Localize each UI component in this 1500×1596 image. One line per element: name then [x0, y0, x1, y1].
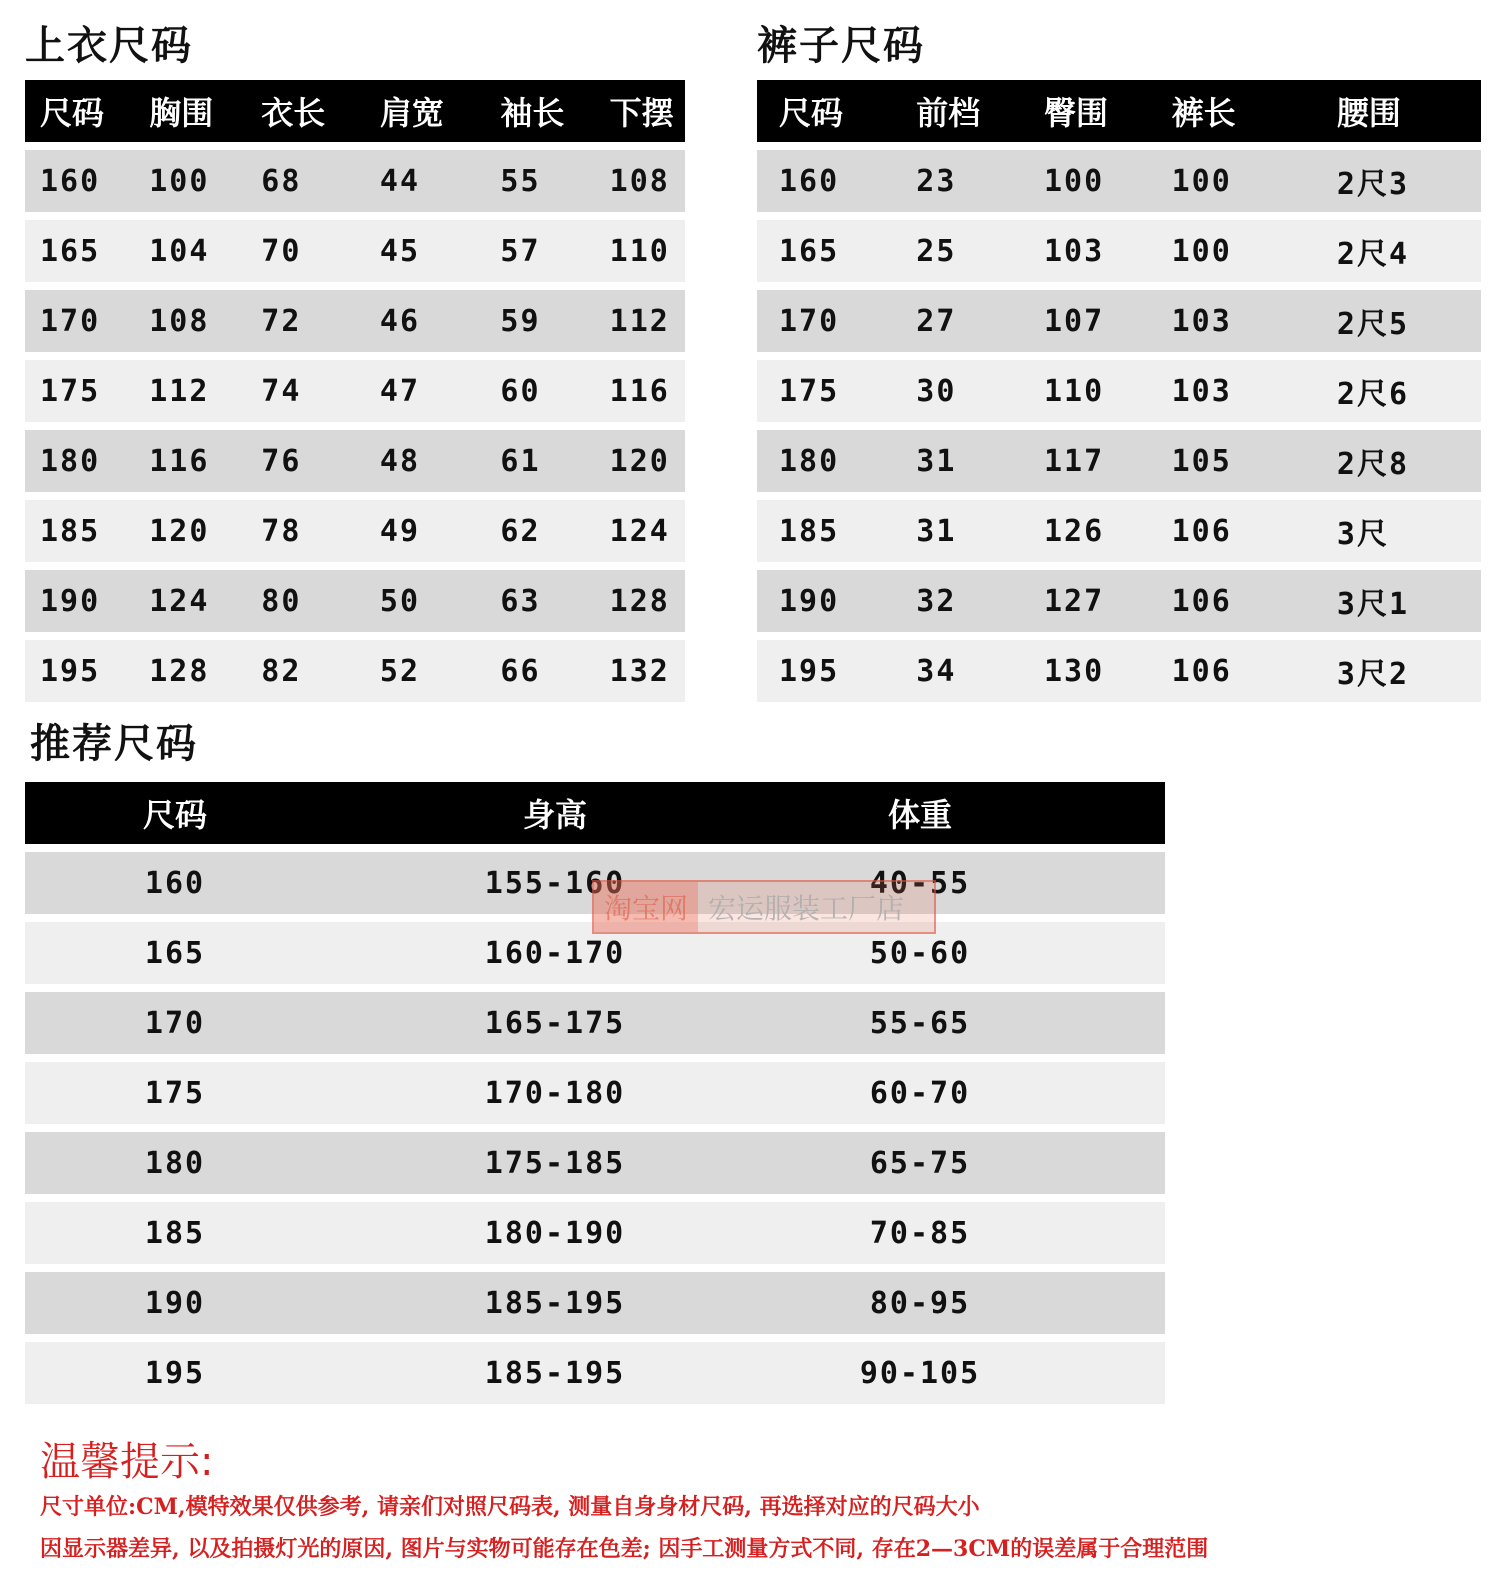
table-cell: 160-170: [484, 935, 626, 971]
table-cell: 185: [40, 513, 101, 549]
table-cell: 34: [916, 653, 957, 689]
table-cell: 185-195: [484, 1355, 626, 1391]
table-cell: 65-75: [869, 1145, 971, 1181]
table-cell: 165-175: [484, 1005, 626, 1041]
table-header: [25, 80, 685, 142]
header-cell: 尺码: [142, 796, 207, 834]
table-cell: 124: [149, 583, 210, 619]
watermark-store: 宏运服装工厂店: [708, 892, 905, 925]
table-cell: 155-160: [484, 865, 626, 901]
watermark-site: 淘宝网: [594, 882, 698, 932]
table-cell: 3尺: [1336, 517, 1389, 552]
table-cell: 2尺5: [1336, 307, 1410, 342]
table-cell: 195: [40, 653, 101, 689]
table-cell: 106: [1171, 583, 1232, 619]
header-cell: 衣长: [261, 94, 326, 132]
table-cell: 130: [1043, 653, 1105, 689]
table-cell: 2尺6: [1336, 377, 1410, 412]
table-row: [757, 360, 1481, 422]
table-cell: 107: [1043, 303, 1105, 339]
table-cell: 106: [1171, 653, 1232, 689]
table-cell: 80: [261, 583, 302, 619]
table-row: [25, 1342, 1165, 1404]
table-cell: 116: [149, 443, 210, 479]
table-header: [25, 782, 1165, 844]
table-cell: 52: [379, 653, 421, 689]
table-cell: 23: [916, 163, 957, 199]
table-cell: 160: [144, 865, 206, 901]
top-size-title: 上衣尺码: [25, 22, 193, 69]
table-cell: 165: [40, 233, 101, 269]
table-cell: 128: [149, 653, 210, 689]
table-cell: 70-85: [869, 1215, 971, 1251]
table-cell: 180: [40, 443, 101, 479]
table-cell: 106: [1171, 513, 1232, 549]
table-cell: 2尺3: [1336, 167, 1410, 202]
table-cell: 103: [1171, 373, 1232, 409]
table-cell: 100: [1171, 233, 1232, 269]
table-row: [25, 992, 1165, 1054]
table-cell: 108: [609, 163, 670, 199]
table-cell: 48: [379, 443, 421, 479]
header-cell: 下摆: [609, 94, 674, 132]
table-cell: 190: [40, 583, 101, 619]
table-cell: 112: [609, 303, 670, 339]
table-cell: 59: [500, 303, 541, 339]
table-cell: 76: [261, 443, 302, 479]
table-cell: 2尺8: [1336, 447, 1410, 482]
table-cell: 180: [144, 1145, 206, 1181]
table-cell: 63: [500, 583, 541, 619]
table-cell: 62: [500, 513, 541, 549]
recommend-size-title: 推荐尺码: [30, 720, 198, 767]
top-size-table: [25, 80, 685, 702]
table-row: [25, 1272, 1165, 1334]
table-cell: 112: [149, 373, 210, 409]
table-row: [25, 1132, 1165, 1194]
table-cell: 66: [500, 653, 541, 689]
table-row: [757, 430, 1481, 492]
table-cell: 50-60: [869, 935, 971, 971]
table-cell: 108: [149, 303, 210, 339]
table-cell: 31: [916, 513, 957, 549]
table-cell: 185: [144, 1215, 206, 1251]
table-cell: 46: [379, 303, 421, 339]
pants-size-table: [757, 80, 1481, 702]
table-cell: 190: [144, 1285, 206, 1321]
table-cell: 175: [40, 373, 101, 409]
table-cell: 190: [779, 583, 840, 619]
table-cell: 27: [916, 303, 957, 339]
table-row: [25, 640, 685, 702]
table-cell: 100: [1171, 163, 1232, 199]
table-cell: 132: [609, 653, 670, 689]
table-cell: 2尺4: [1336, 237, 1410, 272]
table-cell: 117: [1043, 443, 1105, 479]
table-cell: 165: [779, 233, 840, 269]
table-cell: 126: [1043, 513, 1105, 549]
table-row: [25, 220, 685, 282]
table-cell: 185: [779, 513, 840, 549]
table-cell: 70: [261, 233, 302, 269]
header-cell: 裤长: [1171, 94, 1236, 132]
table-cell: 120: [149, 513, 210, 549]
table-cell: 195: [779, 653, 840, 689]
table-row: [25, 1062, 1165, 1124]
table-cell: 72: [261, 303, 302, 339]
table-row: [757, 290, 1481, 352]
table-cell: 55-65: [869, 1005, 971, 1041]
table-cell: 68: [261, 163, 302, 199]
table-cell: 160: [779, 163, 840, 199]
table-cell: 128: [609, 583, 670, 619]
store-watermark: [592, 880, 936, 934]
table-row: [25, 570, 685, 632]
table-cell: 105: [1171, 443, 1232, 479]
tips-line-2: 因显示器差异, 以及拍摄灯光的原因, 图片与实物可能存在色差; 因手工测量方式不同, 存在2—3CM的误差属于合理范围: [40, 1536, 1209, 1562]
table-cell: 49: [379, 513, 421, 549]
table-cell: 175-185: [484, 1145, 626, 1181]
header-cell: 胸围: [149, 94, 214, 132]
pants-size-title: 裤子尺码: [757, 22, 925, 69]
table-cell: 120: [609, 443, 670, 479]
table-cell: 170: [40, 303, 101, 339]
header-cell: 腰围: [1336, 94, 1401, 132]
table-cell: 32: [916, 583, 957, 619]
table-cell: 3尺1: [1336, 587, 1410, 622]
table-row: [757, 500, 1481, 562]
header-cell: 身高: [522, 796, 587, 834]
table-cell: 180: [779, 443, 840, 479]
table-cell: 57: [500, 233, 541, 269]
header-cell: 尺码: [40, 94, 105, 132]
table-cell: 175: [779, 373, 840, 409]
table-cell: 124: [609, 513, 670, 549]
tips-line-1: 尺寸单位:CM,模特效果仅供参考, 请亲们对照尺码表, 测量自身身材尺码, 再选择对应的尺码大小: [40, 1494, 980, 1520]
table-header: [757, 80, 1481, 142]
header-cell: 袖长: [500, 94, 565, 132]
table-row: [25, 360, 685, 422]
table-cell: 170: [779, 303, 840, 339]
table-cell: 3尺2: [1336, 657, 1410, 692]
table-row: [25, 1202, 1165, 1264]
table-cell: 100: [149, 163, 210, 199]
table-cell: 30: [916, 373, 957, 409]
table-row: [25, 430, 685, 492]
table-cell: 180-190: [484, 1215, 626, 1251]
table-cell: 78: [261, 513, 302, 549]
table-cell: 170-180: [484, 1075, 626, 1111]
table-cell: 195: [144, 1355, 206, 1391]
table-cell: 80-95: [869, 1285, 971, 1321]
table-cell: 44: [379, 163, 421, 199]
table-cell: 160: [40, 163, 101, 199]
table-cell: 103: [1043, 233, 1105, 269]
table-cell: 165: [144, 935, 206, 971]
tips-title: 温馨提示:: [40, 1439, 214, 1485]
recommend-size-table: [25, 782, 1165, 1404]
table-cell: 40-55: [869, 865, 971, 901]
table-row: [25, 290, 685, 352]
table-cell: 25: [916, 233, 957, 269]
table-cell: 82: [261, 653, 302, 689]
table-cell: 31: [916, 443, 957, 479]
table-cell: 47: [379, 373, 421, 409]
table-cell: 100: [1043, 163, 1105, 199]
header-cell: 前档: [916, 94, 981, 132]
table-row: [25, 150, 685, 212]
table-cell: 45: [379, 233, 421, 269]
table-cell: 110: [1043, 373, 1105, 409]
table-row: [757, 570, 1481, 632]
header-cell: 体重: [887, 796, 952, 834]
table-row: [25, 500, 685, 562]
table-row: [757, 150, 1481, 212]
table-cell: 60-70: [869, 1075, 971, 1111]
table-cell: 61: [500, 443, 541, 479]
table-cell: 116: [609, 373, 670, 409]
table-cell: 175: [144, 1075, 206, 1111]
table-cell: 185-195: [484, 1285, 626, 1321]
table-cell: 170: [144, 1005, 206, 1041]
header-cell: 臀围: [1043, 94, 1108, 132]
table-cell: 90-105: [859, 1355, 981, 1391]
table-cell: 74: [261, 373, 302, 409]
table-cell: 110: [609, 233, 670, 269]
table-row: [757, 640, 1481, 702]
table-cell: 127: [1043, 583, 1105, 619]
header-cell: 肩宽: [379, 94, 444, 132]
table-cell: 50: [379, 583, 421, 619]
table-cell: 60: [500, 373, 541, 409]
table-cell: 103: [1171, 303, 1232, 339]
header-cell: 尺码: [779, 94, 844, 132]
table-row: [757, 220, 1481, 282]
table-cell: 104: [149, 233, 210, 269]
table-cell: 55: [500, 163, 541, 199]
